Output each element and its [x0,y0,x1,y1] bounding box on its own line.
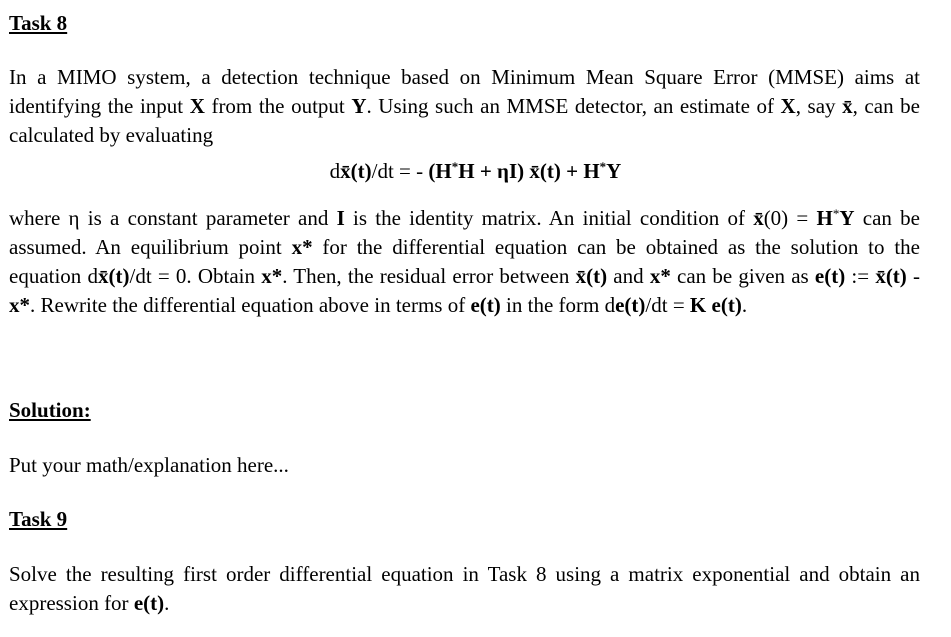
task8-heading: Task 8 [9,11,68,35]
solution-heading: Solution: [9,398,91,422]
task8-intro: In a MIMO system, a detection technique based on Minimum Mean Square Error (MMSE) aims at identifying the input X from the output Y. Using such an MMSE detector, an estimate of X, say x̄, can be calculated by evaluating [9,65,920,147]
solution-placeholder[interactable]: Put your math/explanation here... [9,453,289,477]
task8-body: where η is a constant parameter and I is the identity matrix. An initial condition of x̄(0) = H*Y can be assumed. An equilibrium point x* for the differential equation can be obtained as the solution to the equation dx̄(t)/dt = 0. Obtain x*. Then, the residual error between x̄(t) and x* can be given as e(t) := x̄(t) - x*. Rewrite the differential equation above in terms of e(t) in the form de(t)/dt = K e(t). [9,206,920,317]
task9-heading: Task 9 [9,507,68,531]
task9-body: Solve the resulting first order differential equation in Task 8 using a matrix exponential and obtain an expression for e(t). [9,562,920,615]
mmse-equation: dx̄(t)/dt = - (H*H + ηI) x̄(t) + H*Y [329,159,622,183]
